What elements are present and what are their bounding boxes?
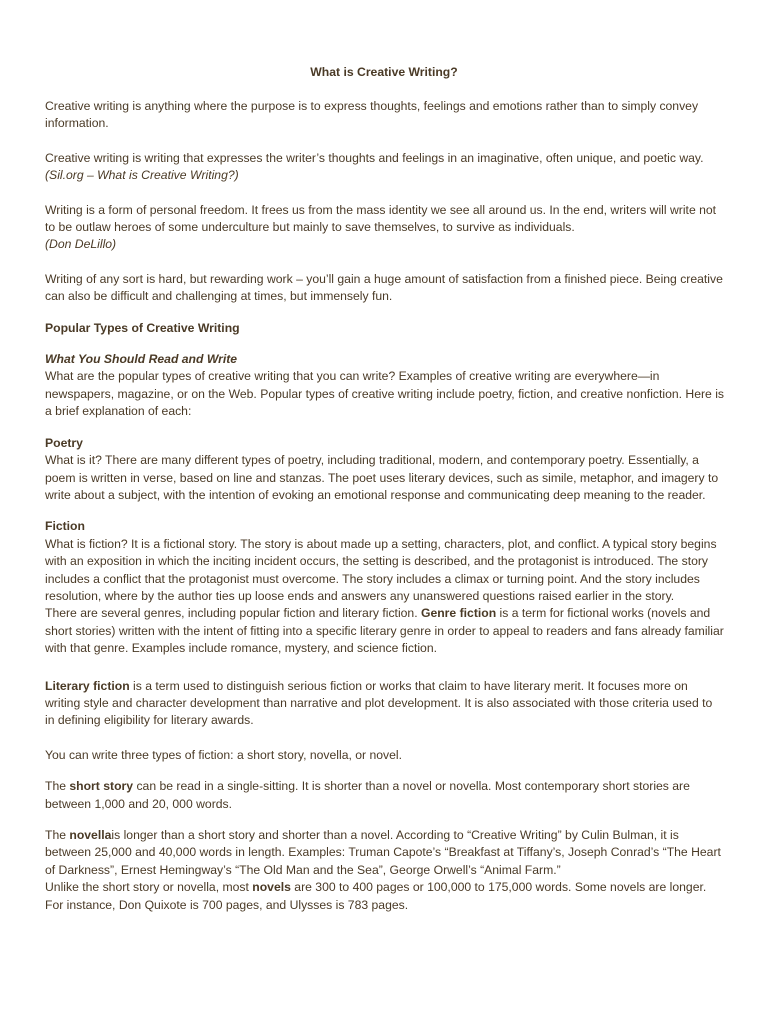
- intro-paragraph-2: Creative writing is writing that expresses the writer’s thoughts and feelings in an imaginative, often unique, and poetic way.: [45, 150, 704, 165]
- literary-fiction-paragraph: [45, 678, 725, 730]
- literary-fiction-text: is a term used to distinguish serious fiction or works that claim to have literary merit. It focuses more on writing style and character development than narrative and plot development. It is also associated with those criteria used to in defining eligibility for literary awards.: [45, 678, 713, 728]
- delillo-quote: Writing is a form of personal freedom. It frees us from the mass identity we see all around us. In the end, writers will write not to be outlaw heroes of some underculture but mainly to save themselves, to survive as individuals.: [45, 202, 717, 235]
- intro-paragraph-1: Creative writing is anything where the purpose is to express thoughts, feelings and emotions rather than to simply convey information.: [45, 99, 699, 131]
- short-story-text: can be read in a single-sitting. It is shorter than a novel or novella. Most contemporary short stories are between 1,000 and 20, 000 words.: [45, 779, 690, 811]
- short-story-paragraph: [45, 778, 725, 813]
- three-types-paragraph: You can write three types of fiction: a short story, novella, or novel.: [45, 747, 403, 762]
- genre-fiction-term: Genre fiction: [420, 606, 497, 621]
- fiction-heading: Fiction: [45, 519, 85, 534]
- short-story-pre: The: [45, 779, 70, 794]
- novella-text: is longer than a short story and shorter than a novel. According to “Creative Writing” by Culin Bulman, it is between 25,000 and 40,000 words in length. Examples: Truman Capote’s “Breakfast at Tiffany’s, Joseph Conrad’s “The Heart of Darkness”, Ernest Hemingway’s “The Old Man and the Sea”, George Orwell’s “Animal Farm.”: [45, 828, 721, 877]
- citation-delillo: (Don DeLillo): [45, 237, 117, 252]
- novels-pre: Unlike the short story or novella, most: [45, 880, 253, 895]
- novels-paragraph: [45, 879, 725, 914]
- poetry-paragraph: What is it? There are many different types of poetry, including traditional, modern, and contemporary poetry. Essentially, a poem is written in verse, based on line and stanzas. The poet uses literary devices, such as simile, metaphor, and imagery to write about a subject, with the intention of evoking an emotional response and communicating deep meaning to the reader.: [45, 453, 719, 502]
- document-body: [45, 98, 725, 914]
- novella-term: novella: [69, 828, 112, 842]
- novels-text: are 300 to 400 pages or 100,000 to 175,000 words. Some novels are longer. For instance, Don Quixote is 700 pages, and Ulysses is 783 pages.: [45, 880, 707, 912]
- novella-pre: The: [45, 828, 70, 842]
- genres-text-pre: There are several genres, including popular fiction and literary fiction.: [45, 606, 421, 621]
- read-write-paragraph: What are the popular types of creative writing that you can write? Examples of creative writing are everywhere—in newspapers, magazine, or on the Web. Popular types of creative writing include poetry, fiction, and creative nonfiction. Here is a brief explanation of each:: [45, 369, 725, 419]
- literary-fiction-term: Literary fiction: [45, 678, 130, 693]
- novella-paragraph: [45, 827, 725, 879]
- citation-silorg: (Sil.org – What is Creative Writing?): [45, 168, 239, 183]
- genres-paragraph: [45, 605, 725, 657]
- poetry-heading: Poetry: [45, 435, 83, 450]
- fiction-paragraph: What is fiction? It is a fictional story. The story is about made up a setting, characters, plot, and conflict. A typical story begins with an exposition in which the inciting incident occurs, the setting is described, and the protagonist is introduced. The story includes a conflict that the protagonist must overcome. The story includes a climax or turning point. And the story includes resolution, where by the author ties up loose ends and answers any unanswered questions raised earlier in the story.: [45, 536, 717, 603]
- short-story-term: short story: [69, 779, 134, 794]
- genres-text-post: is a term for fictional works (novels and short stories) written with the intent of fitting into a specific literary genre in order to appeal to readers and fans already familiar with that genre. Examples include romance, mystery, and science fiction.: [45, 606, 724, 656]
- popular-types-heading: Popular Types of Creative Writing: [45, 320, 240, 335]
- novels-term: novels: [252, 880, 291, 895]
- read-write-heading: What You Should Read and Write: [45, 352, 238, 367]
- hard-work-paragraph: Writing of any sort is hard, but rewarding work – you’ll gain a huge amount of satisfaction from a finished piece. Being creative can also be difficult and challenging at times, but immensely fun.: [45, 271, 723, 304]
- page-title: What is Creative Writing?: [310, 65, 458, 79]
